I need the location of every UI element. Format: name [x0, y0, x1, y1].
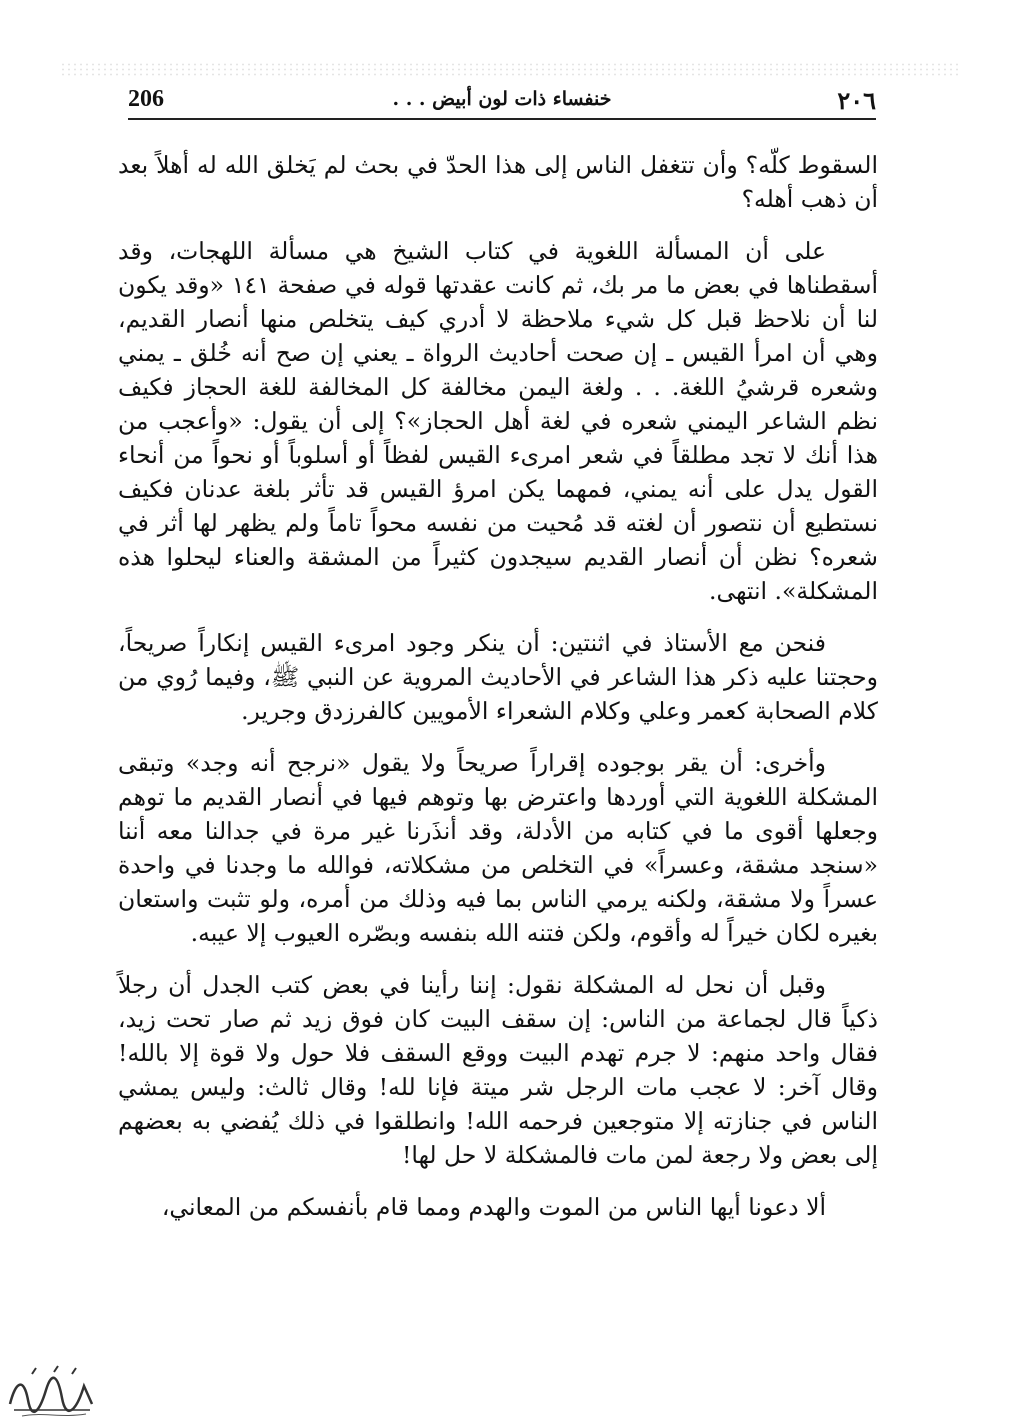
- paragraph: فنحن مع الأستاذ في اثنتين: أن ينكر وجود امرىء القيس إنكاراً صريحاً، وحجتنا عليه ذكر هذا الشاعر في الأحاديث المروية عن النبي ﷺ، وفيما رُوي من كلام الصحابة كعمر وعلي وكلام الشعراء الأمويين كالفرزدق وجرير.: [118, 629, 878, 725]
- body-text: [118, 148, 878, 1242]
- page-number-latin: 206: [128, 86, 164, 112]
- paragraph: السقوط كلّه؟ وأن تتغفل الناس إلى هذا الحدّ في بحث لم يَخلق الله له أهلاً بعد أن ذهب أهله؟: [118, 151, 878, 213]
- watermark-calligraphy-icon: [2, 1360, 102, 1420]
- page-header: [128, 84, 876, 120]
- paragraph: ألا دعونا أيها الناس من الموت والهدم ومما قام بأنفسكم من المعاني،: [161, 1193, 826, 1221]
- scan-speckle-band: [60, 62, 960, 76]
- paragraph: وأخرى: أن يقر بوجوده إقراراً صريحاً ولا يقول «نرجح أنه وجد» وتبقى المشكلة اللغوية التي أوردها واعترض بها وتوهم فيها في أنصار القديم ما توهم وجعلها أقوى ما في كتابه من الأدلة، وقد أنذَرنا غير مرة في جدالنا معه أننا «سنجد مشقة، وعسراً» في التخلص من مشكلاته، فوالله ما وجدنا في واحدة عسراً ولا مشقة، ولكنه يرمي الناس بما فيه وذلك من أمره، ولو تثبت واستعان بغيره لكان خيراً له وأقوم، ولكن فتنه الله بنفسه وبصّره العيوب إلا عيبه.: [118, 749, 878, 947]
- paragraph: على أن المسألة اللغوية في كتاب الشيخ هي مسألة اللهجات، وقد أسقطناها في بعض ما مر بك، ثم كانت عقدتها قوله في صفحة ١٤١ «وقد يكون لنا أن نلاحظ قبل كل شيء ملاحظة لا أدري كيف يتخلص منها أنصار القديم، وهي أن امرأ القيس ـ إن صحت أحاديث الرواة ـ يعني إن صح أنه خُلق ـ يمني وشعره قرشيُ اللغة. . . ولغة اليمن مخالفة كل المخالفة للغة الحجاز فكيف نظم الشاعر اليمني شعره في لغة أهل الحجاز»؟ إلى أن يقول: «وأعجب من هذا أنك لا تجد مطلقاً في شعر امرىء القيس لفظاً أو أسلوباً أو نحواً من أنحاء القول يدل على أنه يمني، فمهما يكن امرؤ القيس قد تأثر بلغة عدنان فكيف نستطيع أن نتصور أن لغته قد مُحيت من نفسه محواً تاماً ولم يظهر لها أثر في شعره؟ نظن أن أنصار القديم سيجدون كثيراً من المشقة والعناء ليحلوا هذه المشكلة». انتهى.: [118, 237, 878, 605]
- paragraph: وقبل أن نحل له المشكلة نقول: إننا رأينا في بعض كتب الجدل أن رجلاً ذكياً قال لجماعة من الناس: إن سقف البيت كان فوق زيد ثم صار تحت زيد، فقال واحد منهم: لا جرم تهدم البيت ووقع السقف فلا حول ولا قوة إلا بالله! وقال آخر: لا عجب مات الرجل شر ميتة فإنا لله! وقال ثالث: وليس يمشي الناس في جنازته إلا متوجعين فرحمه الله! وانطلقوا في ذلك يُفضي به بعضهم إلى بعض ولا رجعة لمن مات فالمشكلة لا حل لها!: [118, 971, 878, 1169]
- watermark-logo: [2, 1360, 102, 1420]
- page-number-arabic: ٢٠٦: [837, 86, 876, 115]
- running-title: خنفساء ذات لون أبيض . . .: [392, 88, 612, 110]
